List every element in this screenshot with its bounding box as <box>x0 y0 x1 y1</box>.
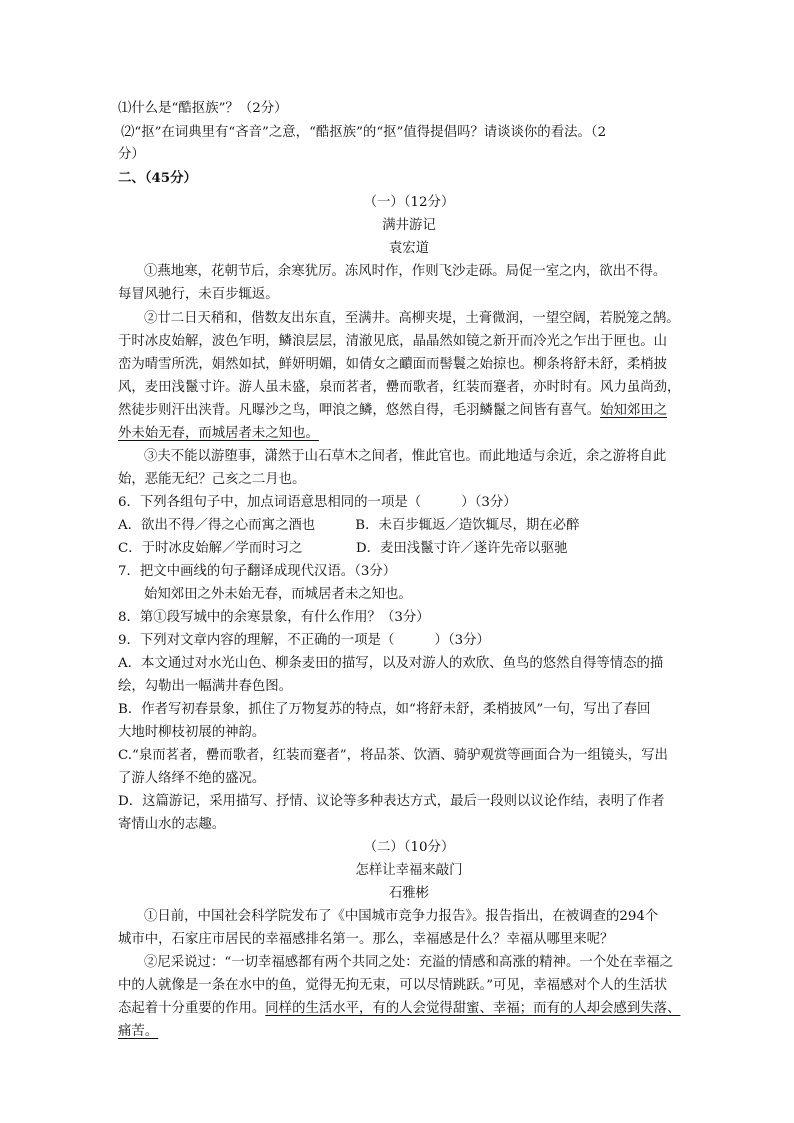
line-text: ①燕地寒，花朝节后，余寒犹厉。冻风时作，作则飞沙走砾。局促一室之内，欲出不得。 <box>144 264 667 279</box>
line-text: 于时冰皮始解，波色乍明，鳞浪层层，清澈见底，晶晶然如镜之新开而冷光之乍出于匣也。山 <box>118 334 668 349</box>
line-text: 绘，勾勒出一幅满井春色图。 <box>118 679 293 694</box>
text-line <box>118 144 145 165</box>
text-line <box>118 469 305 490</box>
text-line <box>118 1021 158 1042</box>
text-line <box>118 837 700 858</box>
text-line <box>118 814 225 835</box>
text-line <box>144 952 673 973</box>
line-text: 7．把文中画线的句子翻译成现代汉语。（3分） <box>118 564 397 579</box>
line-text: B．作者写初春景象，抓住了万物复苏的特点，如“将舒未舒，柔梢披风”一句，写出了春回 <box>118 702 651 717</box>
text-line <box>118 745 668 766</box>
line-text: C.“泉而茗者，罍而歌者，红装而蹇者”，将品茶、饮酒、骑驴观赏等画面合为一组镜头，写出 <box>118 748 668 763</box>
line-text: A．本文通过对水光山色、柳条麦田的描写，以及对游人的欢欣、鱼鸟的悠然自得等情态的描 <box>118 656 664 671</box>
text-line <box>118 699 650 720</box>
line-text: 袁宏道 <box>388 241 430 256</box>
underlined-text: 同样的生活水平，有的人会觉得甜蜜、幸福；而有的人却会感到失落、 <box>265 1001 681 1016</box>
line-text: 每冒风驰行，未百步辄返。 <box>118 287 279 302</box>
text-line <box>144 261 666 282</box>
line-text: 风，麦田浅鬣寸许。游人虽未盛，泉而茗者，罍而歌者，红装而蹇者，亦时时有。风力虽尚劲， <box>118 380 681 395</box>
line-text: 8．第①段写城中的余寒景象，有什么作用？（3分） <box>118 610 430 625</box>
text-line <box>118 722 265 743</box>
line-text: 中的人就像是一条在水中的鱼，觉得无拘无束，可以尽情跳跃。”可见，幸福感对个人的生活状 <box>118 978 668 993</box>
text-line <box>118 168 197 189</box>
text-line <box>118 676 292 697</box>
line-text: ⑵“抠”在词典里有“吝音”之意，“酷抠族”的“抠”值得提倡吗？请谈谈你的看法。（2 <box>121 125 607 140</box>
text-line <box>144 906 658 927</box>
text-line <box>118 561 396 582</box>
line-text: 始知郊田之外未始无春，而城居者未之知也。 <box>144 587 412 602</box>
text-line <box>144 308 680 329</box>
line-text: 怎样让幸福来敲门 <box>355 863 463 878</box>
line-text: 痛苦。 <box>118 1024 159 1039</box>
line-text: ②廿二日天稍和，偕数友出东直，至满井。高柳夹堤，土膏微润，一望空阔，若脱笼之鹄。 <box>144 311 680 326</box>
text-line <box>118 400 667 421</box>
line-text: （二）（10分） <box>363 840 455 855</box>
text-line <box>118 538 567 559</box>
text-line <box>118 98 288 119</box>
text-line <box>118 377 680 398</box>
line-text: 9．下列对文章内容的理解，不正确的一项是（ ）（3分） <box>118 633 490 648</box>
text-line <box>118 515 579 536</box>
text-line <box>118 860 700 881</box>
line-text: （一）（12分） <box>363 195 455 210</box>
text-line <box>118 630 490 651</box>
line-text: ①日前，中国社会科学院发布了《中国城市竞争力报告》。报告指出，在被调查的294个 <box>144 909 659 924</box>
line-text: 了游人络绎不绝的盛况。 <box>118 771 266 786</box>
text-line <box>118 998 680 1019</box>
line-text: 态起着十分重要的作用。 <box>118 1001 266 1016</box>
line-text: ③夫不能以游堕事，潇然于山石草木之间者，惟此官也。而此地适与余近，余之游将自此 <box>144 449 667 464</box>
line-text: 石雅彬 <box>388 886 430 901</box>
line-text: 大地时柳枝初展的神韵。 <box>118 725 266 740</box>
line-text: A．欲出不得／得之心而寓之酒也 B．未百步辄返／造饮辄尽，期在必醉 <box>118 518 580 533</box>
text-line <box>118 929 613 950</box>
text-line <box>118 975 667 996</box>
underlined-text: 始知郊田之 <box>600 403 668 418</box>
line-text: D．这篇游记，采用描写、抒情、议论等多种表达方式，最后一段则以议论作结，表明了作者 <box>118 794 665 809</box>
line-text: 始，恶能无纪？己亥之二月也。 <box>118 472 306 487</box>
line-text: 峦为晴雪所洗，娟然如拭，鲜妍明媚，如倩女之靧面而髻鬟之始掠也。柳条将舒未舒，柔梢披 <box>118 357 668 372</box>
text-line <box>118 192 700 213</box>
text-line <box>118 768 265 789</box>
line-text: 分） <box>118 147 145 162</box>
line-text: 满井游记 <box>382 218 436 233</box>
text-line <box>118 607 430 628</box>
text-line <box>144 584 412 605</box>
text-line <box>144 446 666 467</box>
line-text: C．于时冰皮始解／学而时习之 D．麦田浅鬣寸许／遂许先帝以驱驰 <box>118 541 568 556</box>
text-line <box>118 492 517 513</box>
line-text: ②尼采说过：“一切幸福感都有两个共同之处：充溢的情感和高涨的精神。一个处在幸福之 <box>144 955 674 970</box>
text-line <box>118 883 700 904</box>
text-line <box>118 354 667 375</box>
text-line <box>121 122 606 143</box>
line-text: ⑴什么是“酷抠族”？（2分） <box>118 101 288 116</box>
line-text: 外未始无春，而城居者未之知也。 <box>118 426 319 441</box>
text-line <box>118 791 664 812</box>
line-text: 二、（45分） <box>118 170 197 186</box>
text-line <box>118 653 663 674</box>
line-text: 然徒步则汗出浃背。凡曝沙之鸟，呷浪之鳞，悠然自得，毛羽鳞鬣之间皆有喜气。 <box>118 403 601 418</box>
text-line <box>118 284 279 305</box>
line-text: 城市中，石家庄市居民的幸福感排名第一。那么，幸福感是什么？幸福从哪里来呢？ <box>118 932 614 947</box>
text-line <box>118 423 319 444</box>
text-line <box>118 331 667 352</box>
text-line <box>118 238 700 259</box>
line-text: 6．下列各组句子中，加点词语意思相同的一项是（ ）（3分） <box>118 495 517 510</box>
line-text: 寄情山水的志趣。 <box>118 817 226 832</box>
text-line <box>118 215 700 236</box>
